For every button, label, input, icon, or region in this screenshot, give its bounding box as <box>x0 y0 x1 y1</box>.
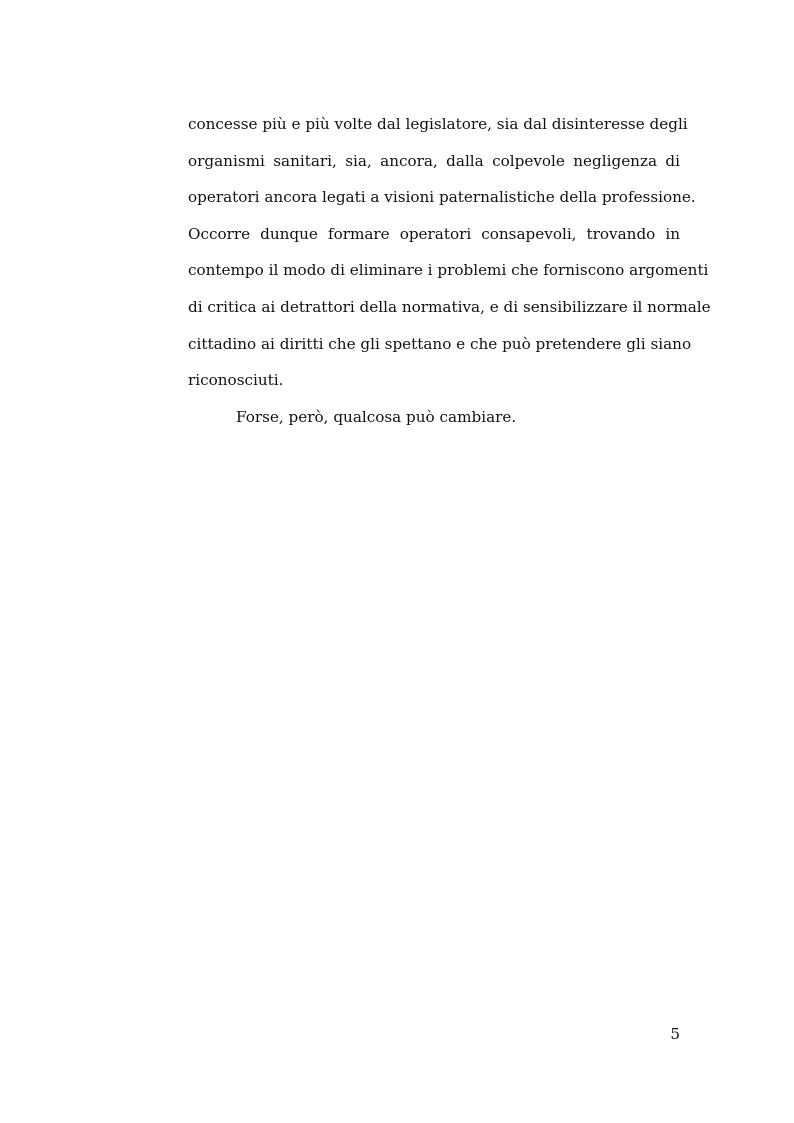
closing-line: Forse, però, qualcosa può cambiare. <box>236 407 517 426</box>
page-number: 5 <box>670 1025 680 1043</box>
paragraph-line-1: concesse più e più volte dal legislatore, sia dal disinteresse degli <box>188 115 688 133</box>
paragraph-line-3: operatori ancora legati a visioni paternalistiche della professione. <box>188 188 696 207</box>
paragraph-line-6: di critica ai detrattori della normativa, e di sensibilizzare il normale <box>188 297 711 316</box>
paragraph-line-2: organismi sanitari, sia, ancora, dalla colpevole negligenza di <box>188 151 680 170</box>
paragraph-line-5: contempo il modo di eliminare i problemi che forniscono argomenti <box>188 261 709 280</box>
paragraph-line-8: riconosciuti. <box>188 371 284 390</box>
paragraph-line-7: cittadino ai diritti che gli spettano e che può pretendere gli siano <box>188 334 692 353</box>
body-text <box>188 106 711 435</box>
paragraph-line-4: Occorre dunque formare operatori consapevoli, trovando in <box>188 224 680 243</box>
